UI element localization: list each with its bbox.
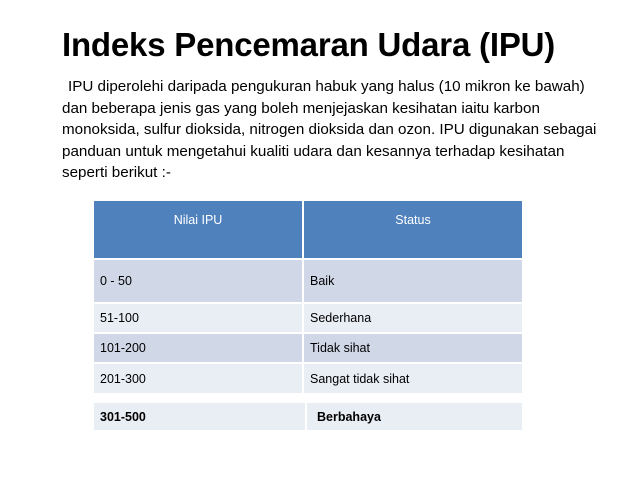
cell-nilai-ipu-berbahaya: 301-500 bbox=[94, 403, 305, 430]
table-row bbox=[94, 333, 522, 363]
header-nilai-ipu: Nilai IPU bbox=[94, 201, 303, 259]
slide-title: Indeks Pencemaran Udara (IPU) bbox=[62, 26, 556, 63]
cell-nilai-ipu: 101-200 bbox=[94, 333, 303, 363]
intro-paragraph: IPU diperolehi daripada pengukuran habuk yang halus (10 mikron ke bawah) dan beberapa jenis gas yang boleh menjejaskan kesihatan iaitu karbon monoksida, sulfur dioksida, nitrogen dioksida dan ozon. IPU digunakan sebagai panduan untuk mengetahui kualiti udara dan kesannya terhadap kesihatan seperti berikut :- bbox=[62, 78, 597, 181]
ipu-table bbox=[94, 201, 522, 393]
cell-status: Sederhana bbox=[303, 303, 522, 333]
cell-nilai-ipu: 51-100 bbox=[94, 303, 303, 333]
cell-status-berbahaya: Berbahaya bbox=[307, 403, 522, 430]
header-status: Status bbox=[303, 201, 522, 259]
extra-table-row bbox=[94, 403, 522, 430]
cell-nilai-ipu: 201-300 bbox=[94, 363, 303, 393]
cell-status: Sangat tidak sihat bbox=[303, 363, 522, 393]
cell-nilai-ipu: 0 - 50 bbox=[94, 259, 303, 303]
table-row bbox=[94, 259, 522, 303]
table-row bbox=[94, 363, 522, 393]
table-row bbox=[94, 303, 522, 333]
cell-status: Tidak sihat bbox=[303, 333, 522, 363]
table-header-row bbox=[94, 201, 522, 259]
cell-status: Baik bbox=[303, 259, 522, 303]
